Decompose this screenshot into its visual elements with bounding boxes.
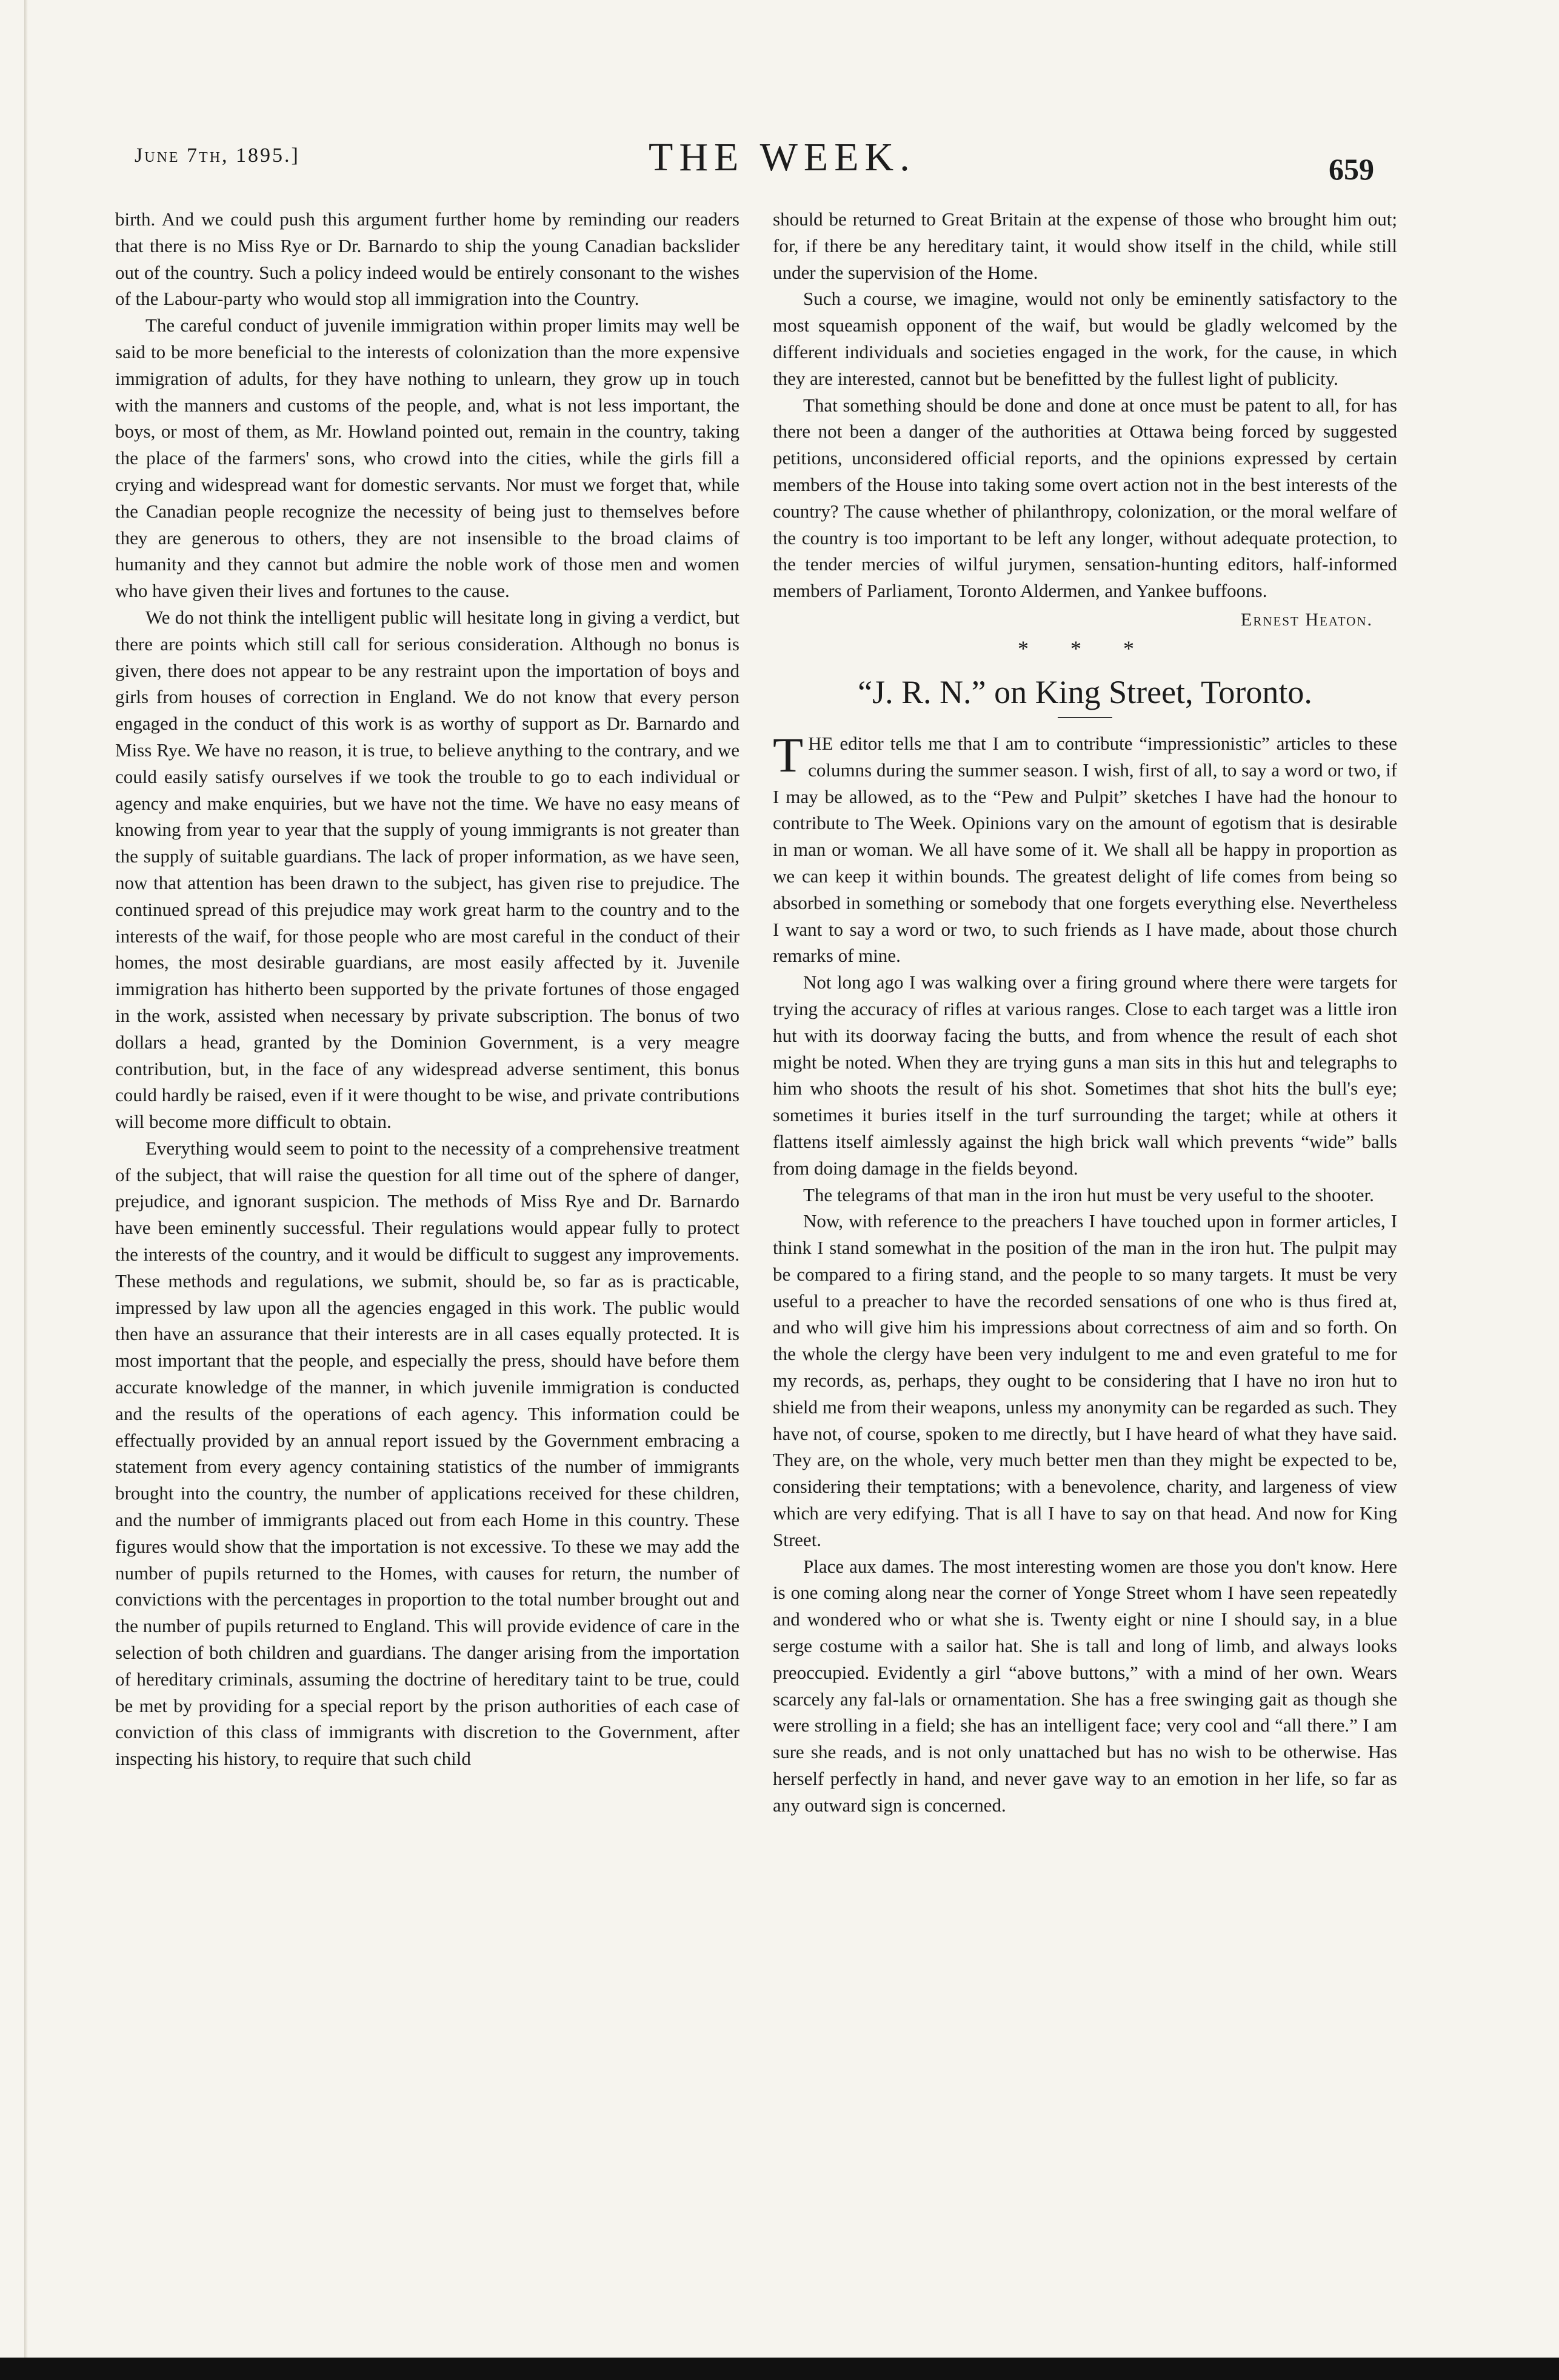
section-title: “J. R. N.” on King Street, Toronto.	[858, 673, 1312, 710]
publication-title: THE WEEK.	[649, 135, 916, 179]
paragraph: should be returned to Great Britain at the expense of those who brought him out; for, if there be any hereditary taint, it would show itself in the child, while still under the supervision of the Home.	[773, 208, 1397, 283]
page-number: 659	[1329, 152, 1374, 186]
paragraph: Not long ago I was walking over a firing ground where there were targets for trying the accuracy of rifles at various ranges. Close to each target was a little iron hut with its doorway facing the butts, and from whence the result of each shot might be noted. When they are trying guns a man sits in this hut and telegraphs to him who shoots the result of his shot. Sometimes that shot hits the bull's eye; sometimes it buries itself in the turf surrounding the target; while at others it flattens itself aimlessly against the high brick wall which prevents “wide” balls from doing damage in the fields beyond.	[773, 972, 1397, 1179]
section-first-paragraph	[773, 727, 1397, 969]
paragraph: Such a course, we imagine, would not only be eminently satisfactory to the most squeamish opponent of the waif, but would be gladly welcomed by the different individuals and societies engaged in the work, for the cause, in which they are interested, cannot but be benefitted by the fullest light of publicity.	[773, 288, 1397, 389]
paragraph: The careful conduct of juvenile immigration within proper limits may well be said to be more beneficial to the interests of colonization than the more expensive immigration of adults, for they have nothing to unlearn, they grow up in touch with the manners and customs of the people, and, what is not less important, the boys, or most of them, as Mr. Howland pointed out, remain in the country, taking the place of the farmers' sons, who crowd into the cities, while the girls fill a crying and widespread want for domestic servants. Nor must we forget that, while the Canadian people recognize the necessity of being just to themselves before they are generous to others, they are not insensible to the broad claims of humanity and they cannot but admire the noble work of those men and women who have given their lives and fortunes to the cause.	[115, 315, 739, 602]
scan-bottom-edge	[0, 2358, 1559, 2380]
paragraph: The telegrams of that man in the iron hut must be very useful to the shooter.	[803, 1184, 1374, 1205]
left-column	[115, 206, 739, 2291]
paragraph: That something should be done and done at once must be patent to all, for has there not been a danger of the authorities at Ottawa being forced by suggested petitions, unconsidered official reports, and the opinions expressed by certain members of the House into taking some overt action not in the best interests of the country? The cause whether of philanthropy, colonization, or the moral welfare of the country is too important to be left any longer, without adequate protection, to the tender mercies of wilful jurymen, sensation-hunting editors, half-informed members of Parliament, Toronto Aldermen, and Yankee buffoons.	[773, 394, 1397, 602]
title-rule	[1058, 717, 1112, 718]
right-column	[773, 206, 1397, 2291]
paragraph: birth. And we could push this argument further home by reminding our readers that there is no Miss Rye or Dr. Barnardo to ship the young Canadian backslider out of the country. Such a policy indeed would be entirely consonant to the wishes of the Labour-party who would stop all immigration into the Country.	[115, 208, 739, 310]
page-header	[0, 0, 1559, 200]
section-separator: * * *	[1018, 636, 1152, 661]
paragraph: Everything would seem to point to the necessity of a comprehensive treatment of the subject, that will raise the question for all time out of the sphere of danger, prejudice, and ignorant suspicion. The methods of Miss Rye and Dr. Barnardo have been eminently successful. Their regulations would appear fully to protect the interests of the country, and it would be difficult to suggest any improvements. These methods and regulations, we submit, should be, so far as is practicable, impressed by law upon all the agencies engaged in this work. The public would then have an assurance that their interests are in all cases equally protected. It is most important that the people, and especially the press, should have before them accurate knowledge of the manner, in which juvenile immigration is conducted and the results of the operations of each agency. This information could be effectually provided by an annual report issued by the Government embracing a statement from every agency containing statistics of the number of immigrants brought into the country, the number of applications received for these children, and the number of immigrants placed out from each Home in this country. These figures would show that the importation is not excessive. To these we may add the number of pupils returned to the Homes, with causes for return, the number of convictions with the percentages in proportion to the total number brought out and the number of pupils returned to England. This will provide evidence of care in the selection of both children and guardians. The danger arising from the importation of hereditary criminals, assuming the doctrine of hereditary taint to be true, could be met by providing for a special report by the prison authorities of each case of conviction of this class of immigrants with discretion to the Government, after inspecting his history, to require that such child	[115, 1137, 739, 1770]
author-signature: Ernest Heaton.	[1241, 609, 1373, 630]
paragraph: We do not think the intelligent public will hesitate long in giving a verdict, but there are points which still call for serious consideration. Although no bonus is given, there does not appear to be any restraint upon the importation of boys and girls from houses of correction in England. We do not know that every person engaged in the conduct of this work is as worthy of support as Dr. Barnardo and Miss Rye. We have no reason, it is true, to believe anything to the contrary, and we could easily satisfy ourselves if we took the trouble to go to each individual or agency and make enquiries, but we have not the time. We have no easy means of knowing from year to year that the supply of young immigrants is not greater than the supply of suitable guardians. The lack of proper information, as we have seen, now that attention has been drawn to the subject, has given rise to prejudice. The continued spread of this prejudice may work great harm to the country and to the interests of the waif, for those people who are most careful in the conduct of their homes, the most desirable guardians, are most easily affected by it. Juvenile immigration has hitherto been supported by the private fortunes of those engaged in the work, assisted when necessary by private subscription. The bonus of two dollars a head, granted by the Dominion Government, is a very meagre contribution, but, in the face of any widespread adverse sentiment, this bonus could hardly be raised, even if it were thought to be wise, and private contributions will become more difficult to obtain.	[115, 606, 739, 1133]
issue-date: June 7th, 1895.]	[135, 144, 300, 167]
paragraph: Place aux dames. The most interesting women are those you don't know. Here is one coming along near the corner of Yonge Street whom I have seen repeatedly and wondered who or what she is. Twenty eight or nine I should say, in a blue serge costume with a sailor hat. She is tall and long of limb, and always looks preoccupied. Evidently a girl “above buttons,” with a mind of her own. Wears scarcely any fal-lals or ornamentation. She has a free swinging gait as though she were strolling in a field; she has an intelligent face; very cool and “all there.” I am sure she reads, and is not only unattached but has no wish to be otherwise. Has herself perfectly in hand, and never gave way to an emotion in her life, so far as any outward sign is concerned.	[773, 1555, 1397, 1816]
page-fold-shadow	[24, 0, 28, 2380]
paragraph: Now, with reference to the preachers I have touched upon in former articles, I think I stand somewhat in the position of the man in the iron hut. The pulpit may be compared to a firing stand, and the people to so many targets. It must be very useful to a preacher to have the recorded sensations of one who is thus fired at, and who will give him his impressions about correctness of aim and so forth. On the whole the clergy have been very indulgent to me and even grateful to me for my records, as, perhaps, they ought to be considering that I have no iron hut to shield me from their weapons, unless my anonymity can be regarded as such. They have not, of course, spoken to me directly, but I have heard of what they have said. They are, on the whole, very much better men than they might be expected to be, considering their temptations; with a benevolence, charity, and largeness of view which are very edifying. That is all I have to say on that head. And now for King Street.	[773, 1210, 1397, 1550]
drop-cap: T	[773, 727, 804, 782]
paragraph-text: HE editor tells me that I am to contribute “impressionistic” articles to these columns during the summer season. I wish, first of all, to say a word or two, if I may be allowed, as to the “Pew and Pulpit” sketches I have had the honour to contribute to The Week. Opinions vary on the amount of egotism that is desirable in man or woman. We all have some of it. We shall all be happy in proportion as we can keep it within bounds. The greatest delight of life comes from being so absorbed in something or somebody that one forgets everything else. Nevertheless I want to say a word or two, to such friends as I have made, about those church remarks of mine.	[773, 732, 1397, 967]
